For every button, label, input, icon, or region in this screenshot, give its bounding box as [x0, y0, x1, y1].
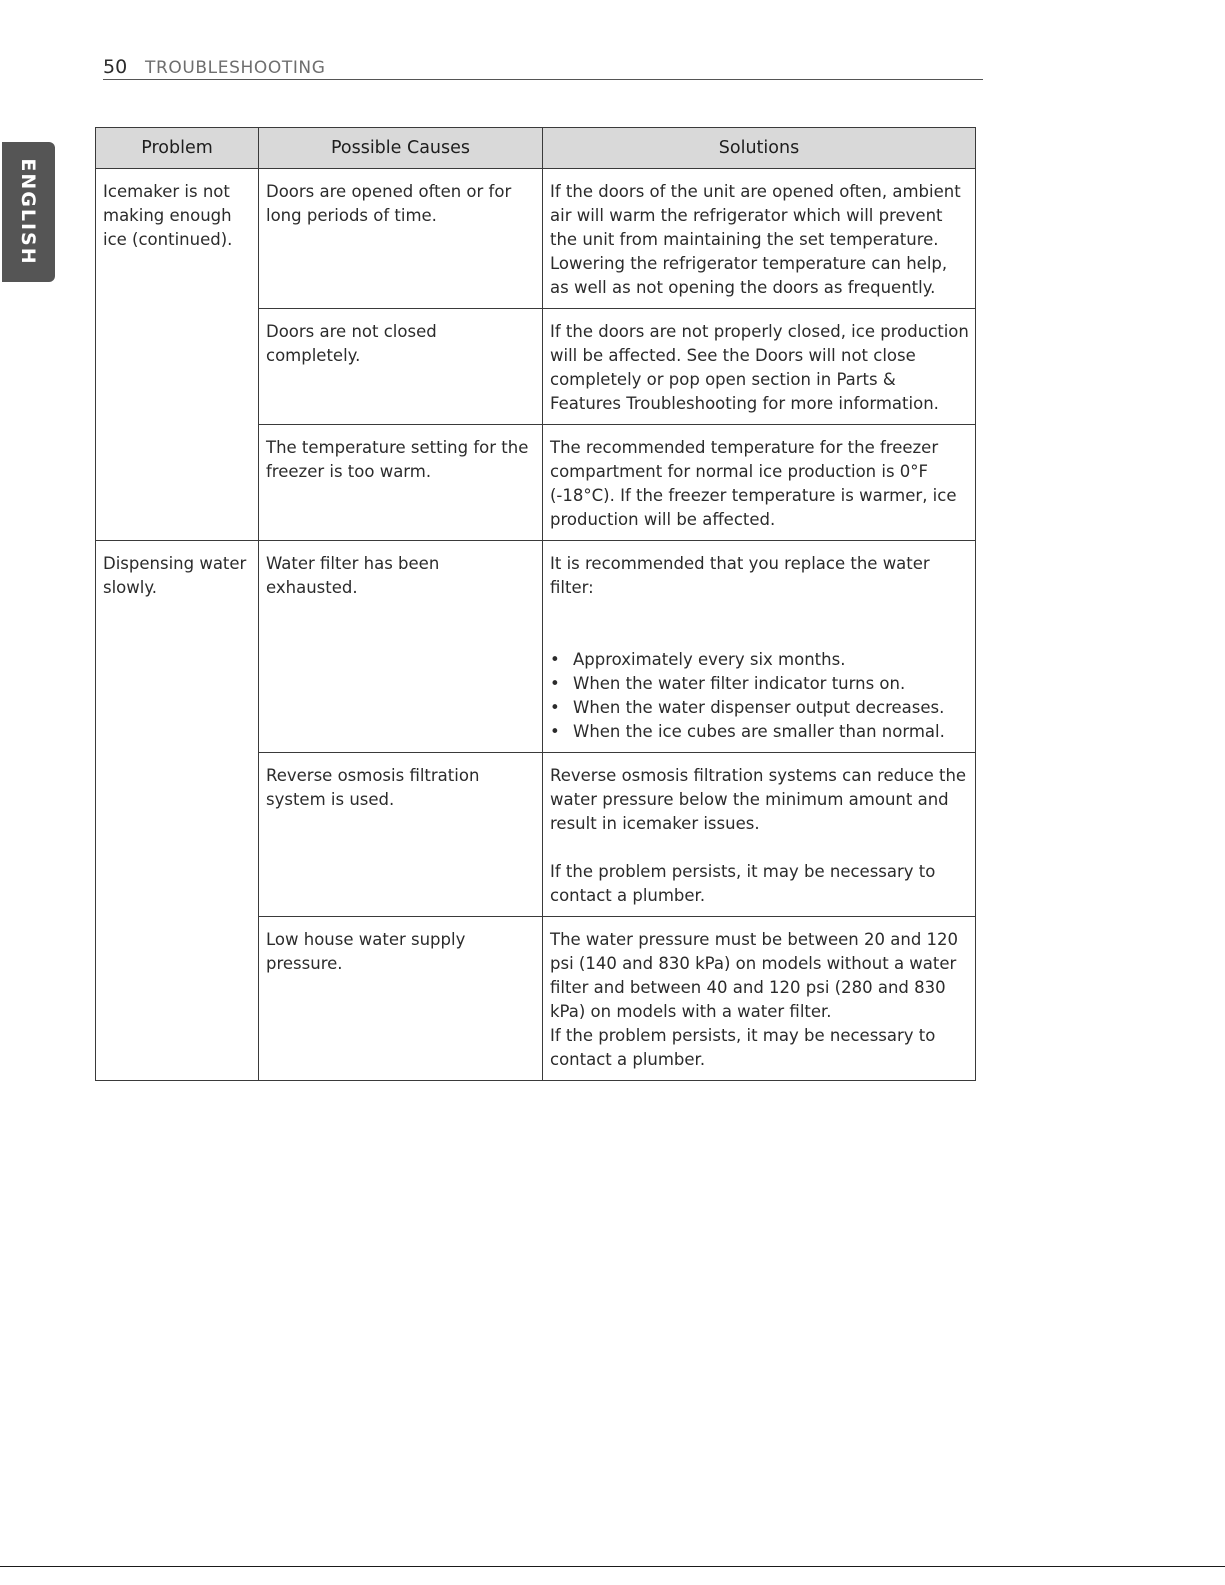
spacer [550, 600, 971, 648]
page-bottom-rule [0, 1566, 1225, 1567]
table-header-row [96, 128, 976, 169]
list-item: • When the water filter indicator turns on. [550, 672, 971, 696]
solution-cell [543, 917, 976, 1081]
solution-bullet-list [550, 648, 971, 744]
solution-text: Reverse osmosis filtration systems can reduce the water pressure below the minimum amount and result in icemaker issues. [550, 766, 967, 833]
problem-cell: Icemaker is not making enough ice (continued). [96, 169, 259, 541]
cause-cell: Doors are opened often or for long periods of time. [259, 169, 543, 309]
solution-text: The water pressure must be between 20 and 120 psi (140 and 830 kPa) on models without a water filter and between 40 and 120 psi (280 and 830 kPa) on models with a water filter. [550, 930, 959, 1021]
troubleshooting-table [95, 127, 976, 1081]
solution-cell: If the doors are not properly closed, ice production will be affected. See the Doors will not close completely or pop open section in Parts & Features Troubleshooting for more information. [543, 309, 976, 425]
cause-cell: Water filter has been exhausted. [259, 541, 543, 753]
list-item: • When the ice cubes are smaller than normal. [550, 720, 971, 744]
spacer [550, 836, 971, 860]
section-title: TROUBLESHOOTING [145, 58, 326, 78]
cause-cell: Reverse osmosis filtration system is used. [259, 753, 543, 917]
cause-cell: Low house water supply pressure. [259, 917, 543, 1081]
solution-cell [543, 541, 976, 753]
list-item: • When the water dispenser output decreases. [550, 696, 971, 720]
table-row [96, 541, 976, 753]
language-tab [2, 142, 55, 282]
column-header-solutions: Solutions [543, 128, 976, 169]
problem-cell: Dispensing water slowly. [96, 541, 259, 1081]
list-item: • Approximately every six months. [550, 648, 971, 672]
cause-cell: The temperature setting for the freezer is too warm. [259, 425, 543, 541]
column-header-problem: Problem [96, 128, 259, 169]
solution-intro: It is recommended that you replace the water filter: [550, 554, 930, 597]
cause-cell: Doors are not closed completely. [259, 309, 543, 425]
column-header-causes: Possible Causes [259, 128, 543, 169]
solution-cell: The recommended temperature for the freezer compartment for normal ice production is 0°F (-18°C). If the freezer temperature is warmer, ice production will be affected. [543, 425, 976, 541]
solution-cell [543, 753, 976, 917]
solution-cell: If the doors of the unit are opened often, ambient air will warm the refrigerator which will prevent the unit from maintaining the set temperature. Lowering the refrigerator temperature can help, as well as not opening the doors as frequently. [543, 169, 976, 309]
table-row [96, 169, 976, 309]
solution-extra-text: If the problem persists, it may be necessary to contact a plumber. [550, 862, 936, 905]
solution-extra-text: If the problem persists, it may be necessary to contact a plumber. [550, 1026, 936, 1069]
language-tab-label: ENGLISH [17, 158, 39, 266]
page-header [103, 56, 983, 80]
page-number: 50 [103, 56, 128, 78]
